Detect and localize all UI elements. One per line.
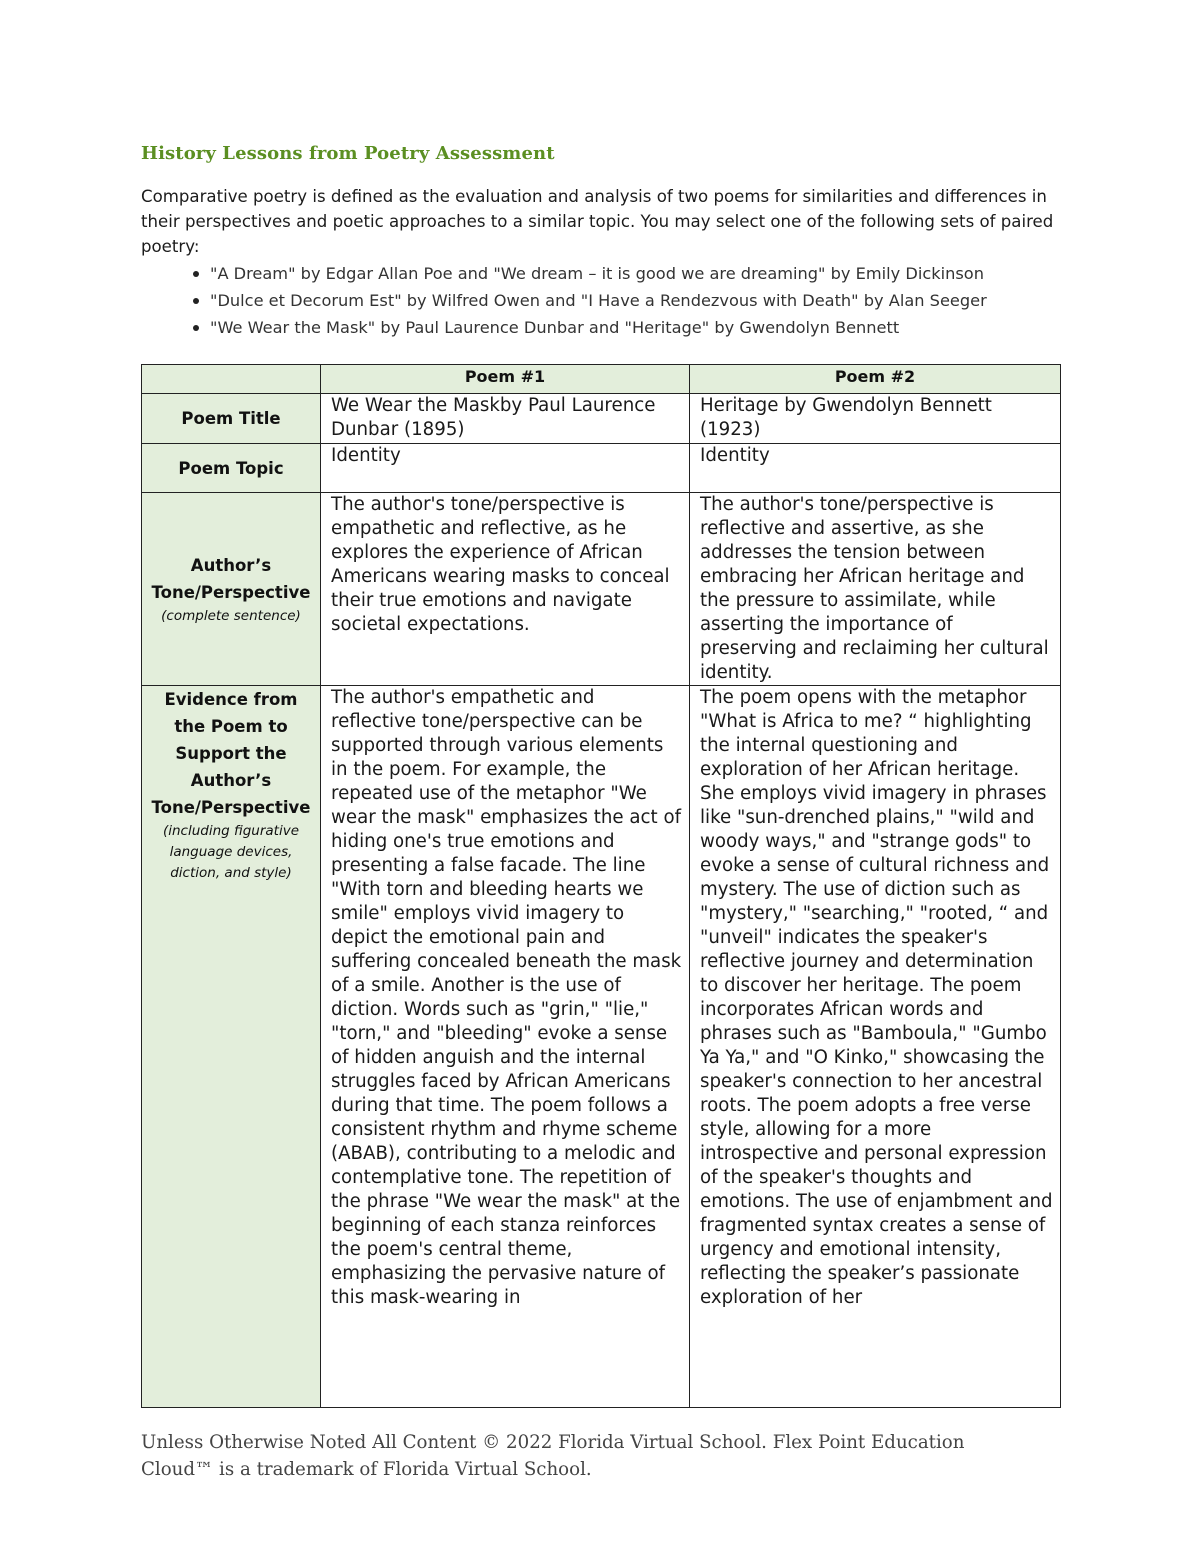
poem2-title-cell: Heritage by Gwendolyn Bennett (1923) bbox=[690, 394, 1061, 444]
poem1-evidence-cell: The author's empathetic and reflective tone/perspective can be supported through various elements in the poem. For example, the repeated use of the metaphor "We wear the mask" emphasizes the act of hiding one's true emotions and presenting a false facade. The line "With torn and bleeding hearts we smile" employs vivid imagery to depict the emotional pain and suffering concealed beneath the mask of a smile. Another is the use of diction. Words such as "grin," "lie," "torn," and "bleeding" evoke a sense of hidden anguish and the internal struggles faced by African Americans during that time. The poem follows a consistent rhythm and rhyme scheme (ABAB), contributing to a melodic and contemplative tone. The repetition of the phrase "We wear the mask" at the beginning of each stanza reinforces the poem's central theme, emphasizing the pervasive nature of this mask-wearing in bbox=[321, 686, 690, 1408]
comparison-table bbox=[141, 364, 1061, 1408]
copyright-footer: Unless Otherwise Noted All Content © 2022 Florida Virtual School. Flex Point Education Cloud™ is a trademark of Florida Virtual School. bbox=[141, 1432, 965, 1480]
row-label-tone bbox=[142, 493, 321, 686]
row-label-poem-title bbox=[142, 394, 321, 444]
table-row bbox=[142, 444, 1061, 493]
poem2-topic-cell: Identity bbox=[690, 444, 1061, 493]
row-sublabel-text: (including figurative language devices, diction, and style) bbox=[162, 823, 300, 881]
table-header-row bbox=[142, 365, 1061, 394]
poem1-title-cell: We Wear the Maskby Paul Laurence Dunbar (1895) bbox=[321, 394, 690, 444]
table-row bbox=[142, 686, 1061, 1408]
poem1-topic-cell: Identity bbox=[321, 444, 690, 493]
row-label-text: Author’s Tone/Perspective bbox=[151, 555, 311, 602]
row-sublabel-text: (complete sentence) bbox=[161, 607, 301, 624]
row-label-text: Poem Title bbox=[181, 409, 281, 428]
poem1-tone-cell: The author's tone/perspective is empathetic and reflective, as he explores the experience of African Americans wearing masks to conceal their true emotions and navigate societal expectations. bbox=[321, 493, 690, 686]
poem-pairs-list bbox=[190, 260, 987, 341]
poem-pair-item: "Dulce et Decorum Est" by Wilfred Owen and "I Have a Rendezvous with Death" by Alan Seeger bbox=[190, 287, 987, 314]
table-row bbox=[142, 493, 1061, 686]
poem-pair-item: "We Wear the Mask" by Paul Laurence Dunbar and "Heritage" by Gwendolyn Bennett bbox=[190, 314, 987, 341]
row-label-text: Evidence from the Poem to Support the Author’s Tone/Perspective bbox=[151, 690, 311, 817]
poem-pair-item: "A Dream" by Edgar Allan Poe and "We dream – it is good we are dreaming" by Emily Dickinson bbox=[190, 260, 987, 287]
document-title: History Lessons from Poetry Assessment bbox=[141, 143, 555, 164]
header-poem-2: Poem #2 bbox=[690, 365, 1061, 394]
header-poem-1: Poem #1 bbox=[321, 365, 690, 394]
header-blank bbox=[142, 365, 321, 394]
row-label-poem-topic bbox=[142, 444, 321, 493]
row-label-text: Poem Topic bbox=[178, 458, 284, 478]
row-label-evidence bbox=[142, 686, 321, 1408]
table-row bbox=[142, 394, 1061, 444]
poem2-evidence-cell: The poem opens with the metaphor "What is Africa to me? “ highlighting the internal questioning and exploration of her African heritage. She employs vivid imagery in phrases like "sun-drenched plains," "wild and woody ways," and "strange gods" to evoke a sense of cultural richness and mystery. The use of diction such as "mystery," "searching," "rooted, “ and "unveil" indicates the speaker's reflective journey and determination to discover her heritage. The poem incorporates African words and phrases such as "Bamboula," "Gumbo Ya Ya," and "O Kinko," showcasing the speaker's connection to her ancestral roots. The poem adopts a free verse style, allowing for a more introspective and personal expression of the speaker's thoughts and emotions. The use of enjambment and fragmented syntax creates a sense of urgency and emotional intensity, reflecting the speaker’s passionate exploration of her bbox=[690, 686, 1061, 1408]
poem2-tone-cell: The author's tone/perspective is reflective and assertive, as she addresses the tension between embracing her African heritage and the pressure to assimilate, while asserting the importance of preserving and reclaiming her cultural identity. bbox=[690, 493, 1061, 686]
intro-paragraph: Comparative poetry is defined as the evaluation and analysis of two poems for similarities and differences in their perspectives and poetic approaches to a similar topic. You may select one of the following sets of paired poetry: bbox=[141, 187, 1054, 256]
